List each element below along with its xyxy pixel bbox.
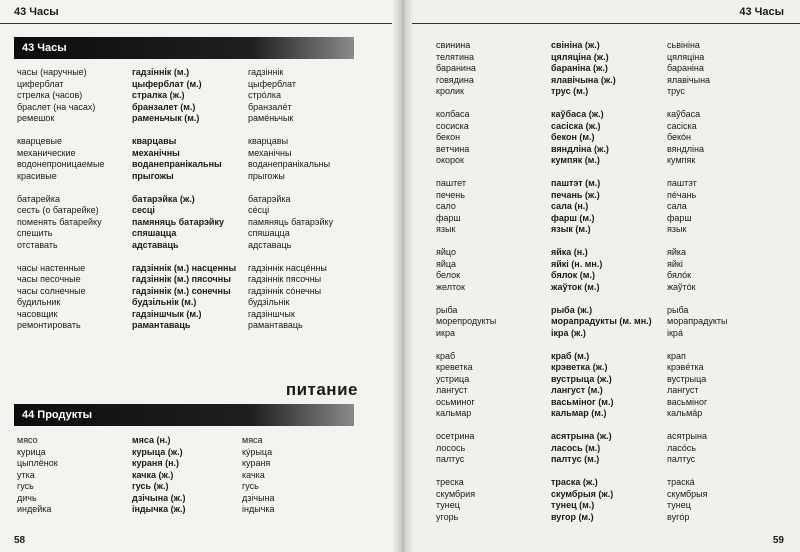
entry-russian: баранина <box>436 63 476 73</box>
entry-russian: курица <box>17 446 46 457</box>
entry-belarusian: бялок (м.) <box>551 270 595 280</box>
entry-gap <box>551 236 652 248</box>
entry-russian: дичь <box>17 492 37 503</box>
entry-russian: фарш <box>436 212 461 223</box>
entry-transcription: фарш <box>667 212 692 223</box>
entry-russian: язык <box>436 224 456 234</box>
entry-belarusian: памяняць батарэйку <box>132 216 224 227</box>
entry-transcription: рыба <box>667 304 689 315</box>
entry-transcription: памяняць батарэйку <box>248 216 334 227</box>
entry-belarusian: сесці <box>132 205 155 215</box>
entry-transcription: гадзіншчык <box>248 308 295 319</box>
entry-gap <box>248 251 333 263</box>
entry-belarusian: жаўток (м.) <box>551 281 600 292</box>
entry-transcription: бялóк <box>667 270 692 280</box>
entry-russian: говядина <box>436 74 474 85</box>
entry-russian: поменять батарейку <box>17 216 102 227</box>
entry-belarusian: качка (ж.) <box>132 469 174 480</box>
entry-belarusian: курыца (ж.) <box>132 446 183 457</box>
entry-transcription: крап <box>667 350 686 361</box>
entry-belarusian: гадзіншчык (м.) <box>132 308 202 319</box>
entry-transcription: палтус <box>667 454 696 464</box>
entry-gap <box>667 420 727 432</box>
entry-russian: сало <box>436 201 456 211</box>
entry-transcription: воданепранікальны <box>248 159 331 169</box>
entry-belarusian: траска (ж.) <box>551 477 598 487</box>
entry-russian: стрелка (часов) <box>17 90 83 100</box>
entry-transcription: дзічына <box>242 492 275 503</box>
entry-transcription: кумпяк <box>667 155 696 165</box>
entry-transcription: рамéньчык <box>248 113 294 123</box>
entry-russian: рыба <box>436 304 458 315</box>
entry-russian: яйца <box>436 258 457 269</box>
entry-russian: будильник <box>17 297 61 307</box>
entry-gap <box>132 251 236 263</box>
entry-transcription: паштэт <box>667 178 697 188</box>
entry-russian: индейка <box>17 504 52 514</box>
entry-russian: бекон <box>436 132 461 142</box>
entry-belarusian: спяшацца <box>132 228 177 238</box>
entry-belarusian: скумбрыя (ж.) <box>551 488 614 499</box>
entry-transcription: гусь <box>242 481 259 491</box>
entry-belarusian: кварцавы <box>132 136 177 146</box>
column-russian-44 <box>17 435 58 516</box>
entry-belarusian: гадзіннік (м.) пясочны <box>132 274 231 284</box>
entry-russian: утка <box>17 469 35 480</box>
entry-belarusian: ікра (ж.) <box>551 327 586 338</box>
entry-gap <box>667 339 727 351</box>
column-transcription-43 <box>248 67 333 332</box>
entry-transcription: будзільнік <box>248 297 290 307</box>
entry-transcription: рамантаваць <box>248 320 303 330</box>
entry-transcription: язык <box>667 224 687 234</box>
entry-russian: ремешок <box>17 113 55 123</box>
column-russian-43 <box>17 67 104 332</box>
entry-belarusian: морапрадукты (м. мн.) <box>551 316 652 326</box>
entry-transcription: вяндліна <box>667 143 705 154</box>
entry-russian: часовщик <box>17 308 58 319</box>
entry-belarusian: ласось (м.) <box>551 442 601 453</box>
entry-belarusian: механічны <box>132 147 180 158</box>
entry-russian: кварцевые <box>17 136 62 146</box>
page-number-right: 59 <box>772 535 784 546</box>
entry-transcription: мяса <box>242 435 263 445</box>
entry-belarusian: адставаць <box>132 239 179 250</box>
running-head-right: 43 Часы <box>739 6 784 18</box>
entry-transcription: бараніна <box>667 63 704 73</box>
entry-transcription: кураня <box>242 458 271 468</box>
entry-belarusian: гадзіннік (м.) сонечны <box>132 285 231 296</box>
entry-belarusian: паштэт (м.) <box>551 178 601 188</box>
entry-belarusian: гадзіннік (м.) <box>132 67 190 77</box>
entry-russian: осьминог <box>436 396 475 407</box>
entry-transcription: жаўтóк <box>667 281 696 292</box>
column-transcription-44 <box>242 435 275 516</box>
entry-transcription: тунец <box>667 500 691 510</box>
entry-belarusian: крэветка (ж.) <box>551 362 608 372</box>
entry-gap <box>551 420 652 432</box>
entry-transcription: трус <box>667 86 685 96</box>
right-page <box>402 0 800 552</box>
entry-transcription: сéсці <box>248 205 270 215</box>
entry-russian: кролик <box>436 86 464 96</box>
running-rule-left <box>0 23 392 24</box>
entry-transcription: васьміног <box>667 396 708 407</box>
entry-belarusian: гадзіннік (м.) насценны <box>132 262 237 273</box>
entry-gap <box>436 167 496 179</box>
entry-transcription: гадзіннік сóнечны <box>248 285 322 296</box>
entry-transcription: крэвéтка <box>667 362 704 372</box>
entry-belarusian: палтус (м.) <box>551 454 600 464</box>
entry-russian: паштет <box>436 178 466 188</box>
entry-belarusian: васьміног (м.) <box>551 396 614 407</box>
entry-gap <box>248 125 333 137</box>
entry-transcription: гадзіннік пясочны <box>248 274 322 284</box>
column-belarusian-right <box>551 40 652 523</box>
entry-gap <box>436 98 496 110</box>
entry-belarusian: яйкі (н. мн.) <box>551 258 603 269</box>
entry-transcription: яйка <box>667 247 687 257</box>
entry-belarusian: бекон (м.) <box>551 132 595 142</box>
column-belarusian-44 <box>132 435 186 516</box>
entry-gap <box>17 251 104 263</box>
entry-belarusian: бараніна (ж.) <box>551 63 608 73</box>
entry-russian: морепродукты <box>436 316 497 326</box>
entry-transcription: кýрыца <box>242 446 273 457</box>
entry-transcription: ікрá <box>667 327 683 338</box>
entry-transcription: стрóлка <box>248 90 282 100</box>
entry-belarusian: сасіска (ж.) <box>551 120 601 131</box>
entry-transcription: скумбрыя <box>667 488 708 499</box>
entry-russian: угорь <box>436 511 459 522</box>
entry-russian: сосиска <box>436 120 469 131</box>
entry-russian: лосось <box>436 442 466 453</box>
entry-russian: часы настенные <box>17 262 86 273</box>
entry-russian: колбаса <box>436 109 470 119</box>
entry-belarusian: гусь (ж.) <box>132 481 169 491</box>
entry-transcription: гадзіннік <box>248 67 284 77</box>
entry-russian: палтус <box>436 454 465 464</box>
entry-gap <box>436 339 496 351</box>
entry-russian: ремонтировать <box>17 320 81 330</box>
entry-russian: часы песочные <box>17 274 81 284</box>
entry-gap <box>436 420 496 432</box>
entry-belarusian: кураня (н.) <box>132 458 180 468</box>
entry-transcription: ялавічына <box>667 74 711 85</box>
entry-gap <box>551 339 652 351</box>
entry-transcription: механічны <box>248 147 292 158</box>
entry-russian: отставать <box>17 239 58 250</box>
entry-russian: спешить <box>17 228 53 238</box>
entry-belarusian: рыба (ж.) <box>551 304 593 315</box>
entry-gap <box>17 125 104 137</box>
entry-belarusian: будзільнік (м.) <box>132 297 197 307</box>
entry-belarusian: трус (м.) <box>551 86 589 96</box>
entry-transcription: вугóр <box>667 511 690 522</box>
entry-belarusian: бранзалет (м.) <box>132 101 196 112</box>
entry-belarusian: стралка (ж.) <box>132 90 185 100</box>
running-rule-right <box>412 23 800 24</box>
entry-russian: телятина <box>436 51 474 62</box>
entry-russian: цыплёнок <box>17 458 58 468</box>
entry-transcription: батарэйка <box>248 193 291 204</box>
entry-gap <box>436 293 496 305</box>
entry-gap <box>17 182 104 194</box>
column-belarusian-43 <box>132 67 236 332</box>
entry-russian: циферблат <box>17 78 64 89</box>
entry-russian: тунец <box>436 500 460 510</box>
entry-belarusian: раменьчык (м.) <box>132 113 200 123</box>
entry-belarusian: вустрыца (ж.) <box>551 373 612 384</box>
entry-transcription: сала <box>667 201 687 211</box>
entry-gap <box>667 167 727 179</box>
entry-belarusian: мяса (н.) <box>132 435 171 445</box>
entry-belarusian: краб (м.) <box>551 350 590 361</box>
entry-gap <box>132 125 236 137</box>
entry-transcription: цыферблат <box>248 78 296 89</box>
entry-transcription: яйкі <box>667 258 683 269</box>
entry-russian: яйцо <box>436 247 456 257</box>
entry-russian: кальмар <box>436 408 472 418</box>
entry-russian: свинина <box>436 40 471 50</box>
entry-transcription: кальмáр <box>667 408 703 418</box>
entry-russian: гусь <box>17 481 34 491</box>
entry-russian: красивые <box>17 170 57 181</box>
entry-russian: скумбрия <box>436 488 476 499</box>
entry-russian: желток <box>436 281 465 292</box>
entry-russian: ветчина <box>436 143 470 154</box>
entry-belarusian: вугор (м.) <box>551 511 594 522</box>
entry-transcription: траскá <box>667 477 695 487</box>
entry-belarusian: цыферблат (м.) <box>132 78 202 89</box>
entry-russian: краб <box>436 350 456 361</box>
column-transcription-right <box>667 40 727 523</box>
entry-belarusian: прыгожы <box>132 170 174 181</box>
entry-russian: осетрина <box>436 431 475 441</box>
entry-gap <box>132 182 236 194</box>
entry-transcription: сасіска <box>667 120 697 131</box>
entry-transcription: індычка <box>242 504 275 514</box>
entry-transcription: цяляціна <box>667 51 705 62</box>
entry-transcription: гадзіннік насцéнны <box>248 262 327 273</box>
entry-russian: батарейка <box>17 193 60 204</box>
entry-russian: икра <box>436 327 455 338</box>
entry-gap <box>436 236 496 248</box>
entry-belarusian: ялавічына (ж.) <box>551 74 616 85</box>
section-43-bar: 43 Часы <box>14 37 354 59</box>
entry-belarusian: цяляціна (ж.) <box>551 51 609 62</box>
entry-belarusian: індычка (ж.) <box>132 504 186 514</box>
running-head-left: 43 Часы <box>14 6 59 18</box>
entry-belarusian: фарш (м.) <box>551 212 595 223</box>
entry-transcription: качка <box>242 469 265 480</box>
entry-belarusian: кальмар (м.) <box>551 408 607 418</box>
section-title-pitanie: питание <box>285 380 358 399</box>
entry-transcription: пéчань <box>667 189 697 200</box>
entry-gap <box>667 466 727 478</box>
entry-belarusian: свініна (ж.) <box>551 40 600 50</box>
entry-russian: треска <box>436 477 464 487</box>
entry-belarusian: яйка (н.) <box>551 247 588 257</box>
entry-gap <box>667 98 727 110</box>
entry-transcription: сьвініна <box>667 40 700 50</box>
entry-belarusian: каўбаса (ж.) <box>551 109 604 119</box>
entry-belarusian: сала (н.) <box>551 201 589 211</box>
entry-gap <box>436 466 496 478</box>
entry-belarusian: вяндліна (ж.) <box>551 143 609 154</box>
entry-russian: креветка <box>436 362 473 372</box>
entry-transcription: лангуст <box>667 385 699 395</box>
entry-gap <box>551 466 652 478</box>
entry-transcription: асятрына <box>667 431 707 441</box>
entry-russian: часы (наручные) <box>17 67 87 77</box>
entry-russian: браслет (на часах) <box>17 101 96 112</box>
entry-transcription: кварцавы <box>248 136 289 146</box>
entry-gap <box>551 98 652 110</box>
entry-transcription: ласóсь <box>667 442 696 453</box>
entry-belarusian: рамантаваць <box>132 320 191 330</box>
entry-transcription: прыгожы <box>248 170 285 181</box>
entry-russian: окорок <box>436 155 464 165</box>
section-44-bar: 44 Продукты <box>14 404 354 426</box>
entry-russian: лангуст <box>436 385 468 395</box>
entry-gap <box>248 182 333 194</box>
entry-russian: белок <box>436 270 461 280</box>
entry-belarusian: печань (ж.) <box>551 189 600 200</box>
entry-transcription: адставаць <box>248 239 292 250</box>
entry-transcription: морапрадукты <box>667 316 728 326</box>
entry-transcription: вустрыца <box>667 373 707 384</box>
entry-russian: механические <box>17 147 76 158</box>
entry-russian: часы солнечные <box>17 285 86 296</box>
entry-russian: мясо <box>17 435 38 445</box>
entry-transcription: каўбаса <box>667 109 701 119</box>
entry-belarusian: тунец (м.) <box>551 500 595 510</box>
entry-russian: водонепроницаемые <box>17 159 105 169</box>
entry-belarusian: батарэйка (ж.) <box>132 193 195 204</box>
entry-belarusian: асятрына (ж.) <box>551 431 612 441</box>
entry-belarusian: язык (м.) <box>551 224 591 234</box>
entry-russian: сесть (о батарейке) <box>17 205 99 215</box>
entry-gap <box>551 167 652 179</box>
column-russian-right <box>436 40 496 523</box>
entry-russian: печень <box>436 189 465 200</box>
entry-transcription: спяшацца <box>248 228 290 238</box>
entry-gap <box>551 293 652 305</box>
entry-gap <box>667 236 727 248</box>
entry-belarusian: лангуст (м.) <box>551 385 603 395</box>
entry-gap <box>667 293 727 305</box>
entry-belarusian: воданепранікальны <box>132 159 222 169</box>
entry-belarusian: дзічына (ж.) <box>132 492 186 503</box>
entry-transcription: бекóн <box>667 132 691 142</box>
entry-belarusian: кумпяк (м.) <box>551 155 600 165</box>
entry-transcription: бранзалéт <box>248 101 292 112</box>
entry-russian: устрица <box>436 373 470 384</box>
page-number-left: 58 <box>14 535 26 546</box>
